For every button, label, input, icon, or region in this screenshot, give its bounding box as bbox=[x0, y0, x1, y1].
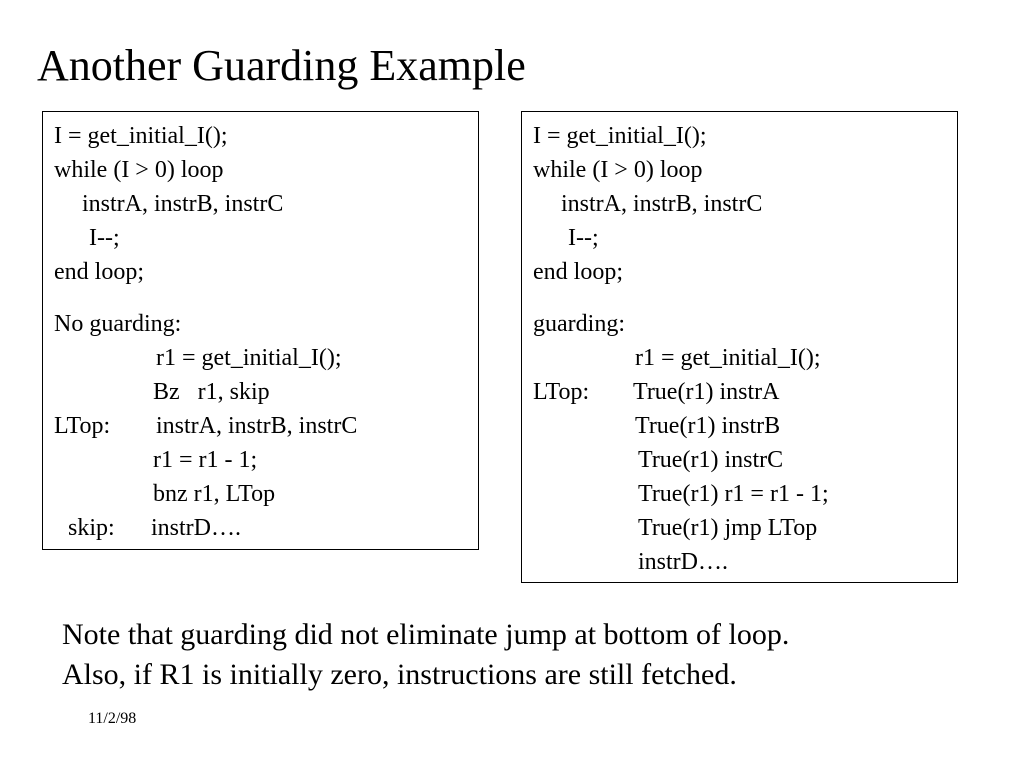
asm-line-2: True(r1) instrA bbox=[633, 379, 780, 405]
source-line-2: while (I > 0) loop bbox=[533, 157, 703, 183]
source-line-4: I--; bbox=[568, 225, 599, 251]
footer-date: 11/2/98 bbox=[88, 710, 137, 727]
guarding-heading: guarding: bbox=[533, 311, 625, 337]
source-line-1: I = get_initial_I(); bbox=[533, 123, 707, 149]
asm-line-2: Bz r1, skip bbox=[153, 379, 270, 405]
asm-line-6: True(r1) jmp LTop bbox=[638, 515, 818, 541]
note-line-1: Note that guarding did not eliminate jump at bottom of loop. bbox=[62, 618, 790, 651]
asm-line-4: True(r1) instrC bbox=[638, 447, 784, 473]
asm-label-ltop: LTop: bbox=[54, 413, 111, 439]
asm-line-5: bnz r1, LTop bbox=[153, 481, 276, 507]
asm-line-3: instrA, instrB, instrC bbox=[156, 413, 358, 439]
guarding-code-box bbox=[521, 111, 958, 583]
asm-line-4: r1 = r1 - 1; bbox=[153, 447, 258, 473]
source-line-5: end loop; bbox=[533, 259, 623, 285]
source-line-3: instrA, instrB, instrC bbox=[561, 191, 763, 217]
asm-line-5: True(r1) r1 = r1 - 1; bbox=[638, 481, 829, 507]
asm-line-3: True(r1) instrB bbox=[635, 413, 781, 439]
asm-line-6: instrD…. bbox=[151, 515, 241, 541]
asm-line-7: instrD…. bbox=[638, 549, 728, 575]
slide-title: Another Guarding Example bbox=[37, 41, 526, 90]
asm-line-1: r1 = get_initial_I(); bbox=[635, 345, 821, 371]
source-line-3: instrA, instrB, instrC bbox=[82, 191, 284, 217]
no-guarding-heading: No guarding: bbox=[54, 311, 182, 337]
source-line-5: end loop; bbox=[54, 259, 144, 285]
source-line-1: I = get_initial_I(); bbox=[54, 123, 228, 149]
source-line-2: while (I > 0) loop bbox=[54, 157, 224, 183]
note-line-2: Also, if R1 is initially zero, instructions are still fetched. bbox=[62, 658, 737, 691]
no-guarding-code-box bbox=[42, 111, 479, 550]
source-line-4: I--; bbox=[89, 225, 120, 251]
asm-line-1: r1 = get_initial_I(); bbox=[156, 345, 342, 371]
asm-label-skip: skip: bbox=[68, 515, 115, 541]
asm-label-ltop: LTop: bbox=[533, 379, 590, 405]
